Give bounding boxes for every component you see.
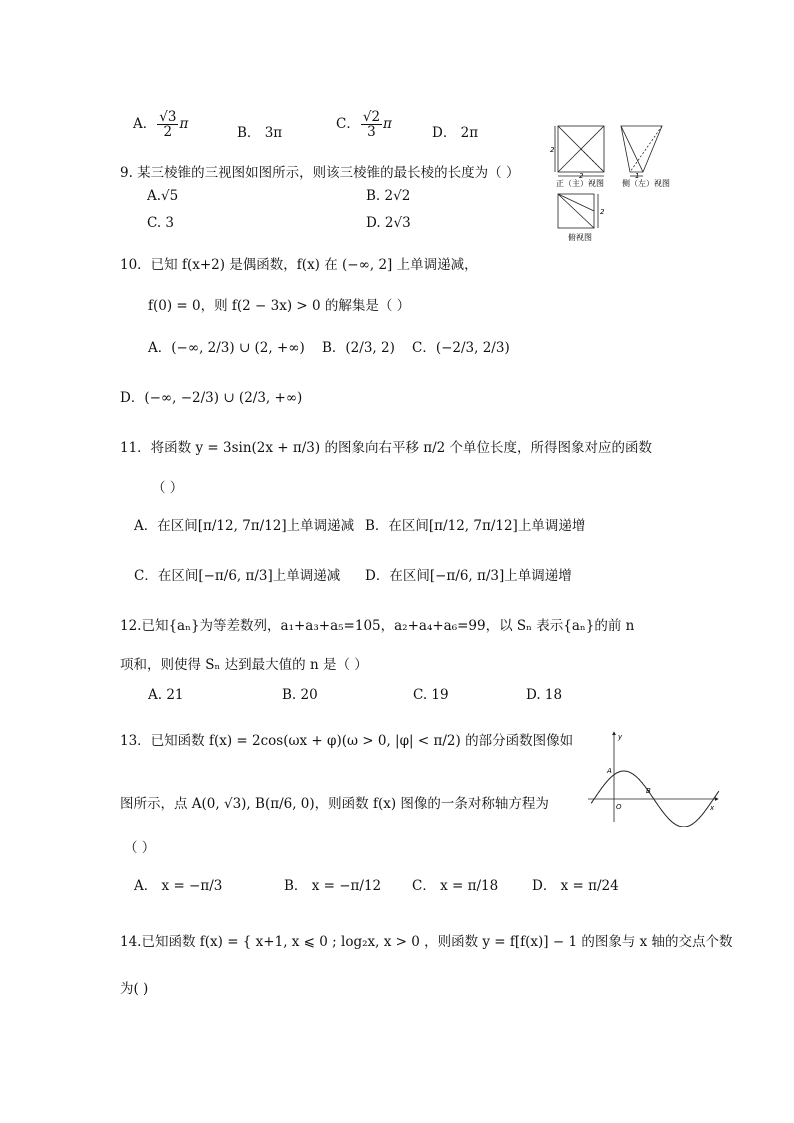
q12-option-c: C. 19 — [413, 687, 449, 703]
q10-stem: 10．已知 f(x+2) 是偶函数，f(x) 在 (−∞, 2] 上单调递减， — [120, 257, 478, 273]
side-dim-width: 1 — [635, 172, 640, 180]
point-a-label: A — [607, 767, 612, 775]
q9-option-c: C. 3 — [147, 215, 175, 231]
q8-option-d: D． 2π — [432, 125, 479, 141]
q13-stem: 13．已知函数 f(x) = 2cos(ωx + φ)(ω > 0, |φ| < π/2) 的部分函数图像如 — [120, 733, 574, 749]
x-axis-label: x — [710, 804, 715, 812]
q12-option-a: A. 21 — [148, 687, 184, 703]
q8-option-a: A． $\frac{√3}{2}$ π — [133, 109, 189, 141]
q13-option-c: C． x = π/18 — [412, 878, 499, 894]
q8-option-b: B． 3π — [237, 125, 283, 141]
q10-stem-line2: f(0) = 0，则 f(2 − 3x) > 0 的解集是（ ） — [148, 298, 411, 314]
q13-option-b: B． x = −π/12 — [284, 878, 382, 894]
q11-paren: （ ） — [152, 480, 184, 496]
front-view-caption: 正（主）视图 — [556, 179, 604, 188]
q11-stem: 11．将函数 y = 3sin(2x + π/3) 的图象向右平移 π/2 个单位长度，所得图象对应的函数 — [120, 440, 653, 456]
q13-paren: （ ） — [124, 840, 156, 856]
q12-stem-line2: 项和，则使得 Sₙ 达到最大值的 n 是（ ） — [120, 657, 368, 673]
q11-option-b: B．在区间[π/12, 7π/12]上单调递增 — [365, 518, 586, 534]
top-dim-height: 2 — [600, 208, 605, 216]
q14-stem: 14.已知函数 f(x) = { x+1, x ⩽ 0 ; log₂x, x > 0 ，则函数 y = f[f(x)] − 1 的图象与 x 轴的交点个数 — [120, 934, 733, 950]
q10-option-b: B．(2/3, 2) — [322, 340, 395, 356]
q11-option-c: C．在区间[−π/6, π/3]上单调递减 — [134, 568, 341, 584]
front-view — [555, 126, 604, 176]
front-dim-height: 2 — [550, 146, 555, 154]
q9-option-d: D. 2√3 — [366, 215, 411, 231]
q13-option-a: A． x = −π/3 — [134, 878, 223, 894]
top-view — [558, 194, 598, 228]
side-view-caption: 侧（左）视图 — [622, 179, 670, 188]
point-b-label: B — [646, 787, 651, 795]
q10-option-a: A．(−∞, 2/3) ∪ (2, +∞) — [148, 340, 305, 356]
q14-stem-line2: 为( ) — [120, 981, 149, 997]
q11-option-d: D．在区间[−π/6, π/3]上单调递增 — [365, 568, 572, 584]
q9-stem: 9. 某三棱锥的三视图如图所示，则该三棱锥的最长棱的长度为（ ） — [120, 165, 520, 181]
front-dim-width: 2 — [579, 172, 584, 180]
q12-option-d: D. 18 — [526, 687, 563, 703]
q8-options — [133, 110, 188, 139]
q13-stem-line2: 图所示，点 A(0, √3), B(π/6, 0)，则函数 f(x) 图像的一条对称轴方程为 — [120, 796, 549, 812]
q12-option-b: B. 20 — [282, 687, 318, 703]
origin-label: O — [616, 803, 622, 811]
cosine-graph — [584, 727, 724, 827]
y-axis-label: y — [618, 733, 623, 741]
top-view-caption: 俯视图 — [568, 233, 592, 242]
q13-option-d: D． x = π/24 — [532, 878, 619, 894]
side-view — [621, 126, 662, 176]
q10-option-c: C．(−2/3, 2/3) — [412, 340, 510, 356]
q8-option-c: C． $\frac{√2}{3}$ π — [336, 109, 392, 141]
q9-option-b: B. 2√2 — [366, 188, 411, 204]
three-view-figure — [548, 120, 673, 250]
q9-option-a: A.√5 — [147, 188, 179, 204]
q10-option-d: D．(−∞, −2/3) ∪ (2/3, +∞) — [120, 390, 303, 406]
q11-option-a: A．在区间[π/12, 7π/12]上单调递减 — [134, 518, 355, 534]
q12-stem: 12.已知{aₙ}为等差数列，a₁+a₃+a₅=105，a₂+a₄+a₆=99，以 Sₙ 表示{aₙ}的前 n — [120, 618, 635, 634]
